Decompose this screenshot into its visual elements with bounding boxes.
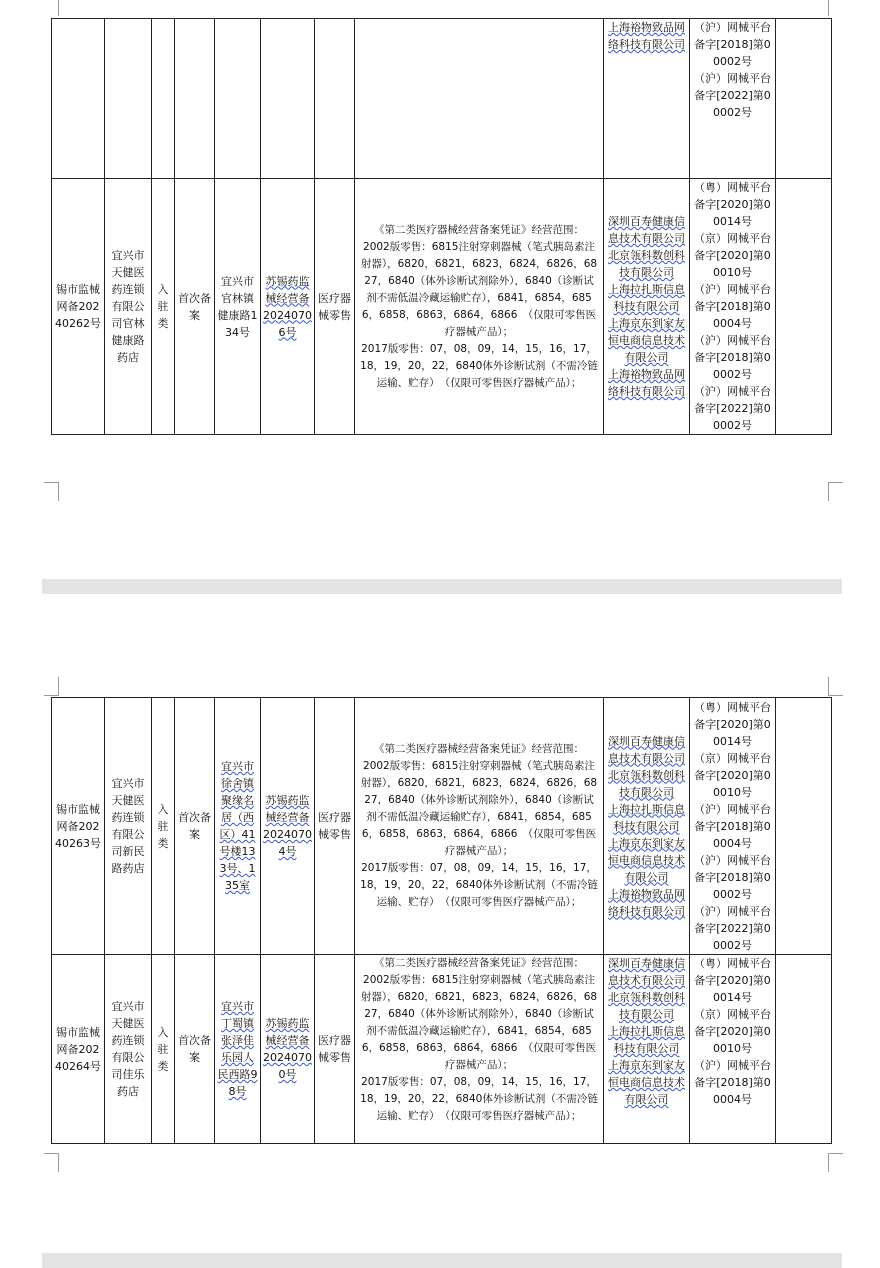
- scope-intro: 《第二类医疗器械经营备案凭证》经营范围：: [374, 743, 584, 755]
- address-cell: [215, 698, 261, 955]
- platform-company-cell: [604, 698, 690, 955]
- page-separator: [42, 1253, 842, 1268]
- platform-company: 北京瓴科数创科技有限公司: [608, 768, 685, 799]
- company-cell: [105, 179, 152, 435]
- filing-no: 锡市监械网备20240264号: [55, 1025, 101, 1073]
- address: 宜兴市官林镇健康路134号: [217, 274, 258, 339]
- filing-no: 锡市监械网备20240263号: [55, 802, 101, 850]
- platform-filing: （沪）网械平台备字[2018]第00004号: [694, 1059, 771, 1106]
- platform-company: 深圳百寿健康信息技术有限公司: [608, 957, 685, 987]
- business-cell: [315, 698, 355, 955]
- license-cell: [261, 698, 315, 955]
- platform-filing: （沪）网械平台备字[2018]第00004号: [694, 802, 771, 850]
- scope-cell: [355, 19, 604, 179]
- type-cell: [152, 179, 175, 435]
- license-no: 苏锡药监械经营备20240700号: [263, 1017, 312, 1081]
- business-type: 医疗器械零售: [318, 811, 351, 841]
- table-row: [52, 179, 832, 435]
- platform-filing: （沪）网械平台备字[2018]第00002号: [694, 853, 771, 901]
- scope-2002: 2002版零售：6815注射穿刺器械（笔式胰岛素注射器），6820，6821，6823，6824，6826，6827，6840（体外诊断试剂除外），6840（诊断试剂不需低温冷藏运输贮存），6841，6854，6856，6858，6863，6864，6866 （仅限可零售医疗器械产品）；: [360, 974, 598, 1071]
- platform-company: 上海裕物致品网络科技有限公司: [608, 368, 685, 398]
- company-name: 宜兴市天健医药连锁有限公司官林健康路药店: [111, 249, 145, 364]
- address: 宜兴市丁蜀镇张泽佳乐园人民西路98号: [217, 1000, 258, 1098]
- page-corner-mark: [828, 677, 843, 696]
- platform-company-cell: [604, 955, 690, 1144]
- platform-company-cell: [604, 179, 690, 435]
- page-corner-mark: [44, 677, 59, 696]
- platform-company-cell: [604, 19, 690, 179]
- table-row: [52, 955, 832, 1144]
- category-cell: [175, 179, 215, 435]
- scope-2017: 2017版零售：07，08，09，14，15，16，17，18，19，20，22，6840体外诊断试剂（不需冷链运输、贮存） （仅限可零售医疗器械产品）；: [360, 862, 598, 908]
- platform-company: 上海拉扎斯信息科技有限公司: [608, 283, 685, 313]
- platform-company: 北京瓴科数创科技有限公司: [608, 249, 685, 279]
- platform-filing-cell: [690, 698, 776, 955]
- page-corner-mark: [828, 1153, 843, 1172]
- page-corner-mark: [44, 482, 59, 501]
- license-no: 苏锡药监械经营备20240706号: [263, 274, 312, 339]
- scope-2002: 2002版零售：6815注射穿刺器械（笔式胰岛素注射器），6820，6821，6823，6824，6826，6827，6840（体外诊断试剂除外），6840（诊断试剂不需低温冷藏运输贮存），6841，6854，6856，6858，6863，6864，6866 （仅限可零售医疗器械产品）；: [360, 240, 598, 338]
- platform-filing-cell: [690, 179, 776, 435]
- business-cell: [315, 179, 355, 435]
- business-type: 医疗器械零售: [318, 1034, 351, 1064]
- platform-company: 上海拉扎斯信息科技有限公司: [608, 802, 685, 833]
- platform-filing: （沪）网械平台备字[2018]第00002号: [694, 21, 771, 68]
- platform-company: 上海裕物致品网络科技有限公司: [608, 21, 685, 51]
- scope-cell: [355, 955, 604, 1144]
- filing-no-cell: [52, 179, 105, 435]
- page-corner-mark: [44, 0, 59, 16]
- filing-category: 首次备案: [178, 291, 211, 322]
- platform-company: 上海裕物致品网络科技有限公司: [608, 887, 685, 918]
- company-cell: [105, 698, 152, 955]
- platform-company: 上海京东到家友恒电商信息技术有限公司: [608, 836, 685, 884]
- platform-filing-cell: [690, 19, 776, 179]
- platform-filing-cell: [690, 955, 776, 1144]
- license-cell: [261, 19, 315, 179]
- business-type: 医疗器械零售: [318, 291, 351, 322]
- scope-2002: 2002版零售：6815注射穿刺器械（笔式胰岛素注射器），6820，6821，6823，6824，6826，6827，6840（体外诊断试剂除外），6840（诊断试剂不需低温冷藏运输贮存），6841，6854，6856，6858，6863，6864，6866 （仅限可零售医疗器械产品）；: [360, 760, 598, 857]
- page-corner-mark: [44, 1153, 59, 1172]
- table-row: [52, 698, 832, 955]
- category-cell: [175, 19, 215, 179]
- filing-no: 锡市监械网备20240262号: [55, 283, 101, 330]
- company-name: 宜兴市天健医药连锁有限公司佳乐药店: [111, 1000, 145, 1098]
- category-cell: [175, 955, 215, 1144]
- remark-cell: [776, 19, 832, 179]
- filing-no-cell: [52, 698, 105, 955]
- platform-company: 上海京东到家友恒电商信息技术有限公司: [608, 317, 685, 364]
- scope-intro: 《第二类医疗器械经营备案凭证》经营范围：: [374, 957, 584, 969]
- address: 宜兴市徐舍镇聚缘名居（西区）41号楼133号、135室: [219, 760, 256, 892]
- scope-2017: 2017版零售：07，08，09，14，15，16，17，18，19，20，22，6840体外诊断试剂（不需冷链运输、贮存） （仅限可零售医疗器械产品）；: [360, 342, 598, 389]
- filing-type: 入驻类: [157, 802, 169, 850]
- filing-table-page-2: [51, 697, 832, 1144]
- filing-table-page-1: [51, 18, 832, 435]
- business-cell: [315, 955, 355, 1144]
- company-cell: [105, 19, 152, 179]
- address-cell: [215, 19, 261, 179]
- document-page-1: [0, 0, 880, 578]
- platform-filing: （沪）网械平台备字[2022]第00002号: [694, 72, 771, 119]
- license-no: 苏锡药监械经营备20240704号: [263, 794, 312, 858]
- scope-2017: 2017版零售：07，08，09，14，15，16，17，18，19，20，22，6840体外诊断试剂（不需冷链运输、贮存） （仅限可零售医疗器械产品）；: [360, 1076, 598, 1122]
- remark-cell: [776, 179, 832, 435]
- platform-filing: （京）网械平台备字[2020]第00010号: [694, 1008, 771, 1055]
- scope-cell: [355, 179, 604, 435]
- filing-category: 首次备案: [178, 811, 211, 841]
- table-row: [52, 19, 832, 179]
- page-separator: [42, 579, 842, 594]
- filing-type: 入驻类: [157, 1025, 169, 1073]
- platform-filing: （沪）网械平台备字[2018]第00002号: [694, 334, 771, 381]
- scope-intro: 《第二类医疗器械经营备案凭证》经营范围：: [374, 223, 584, 236]
- company-name: 宜兴市天健医药连锁有限公司新民路药店: [111, 777, 145, 875]
- platform-filing: （粤）网械平台备字[2020]第00014号: [694, 700, 771, 748]
- type-cell: [152, 955, 175, 1144]
- scope-cell: [355, 698, 604, 955]
- platform-filing: （沪）网械平台备字[2018]第00004号: [694, 283, 771, 330]
- platform-filing: （沪）网械平台备字[2022]第00002号: [694, 904, 771, 952]
- address-cell: [215, 955, 261, 1144]
- platform-company: 北京瓴科数创科技有限公司: [608, 991, 685, 1021]
- license-cell: [261, 179, 315, 435]
- platform-filing: （京）网械平台备字[2020]第00010号: [694, 751, 771, 799]
- platform-filing: （粤）网械平台备字[2020]第00014号: [694, 181, 771, 228]
- document-page-2: [0, 595, 880, 1252]
- filing-category: 首次备案: [178, 1034, 211, 1064]
- address-cell: [215, 179, 261, 435]
- remark-cell: [776, 698, 832, 955]
- business-cell: [315, 19, 355, 179]
- page-corner-mark: [828, 0, 843, 16]
- filing-no-cell: [52, 955, 105, 1144]
- filing-type: 入驻类: [157, 283, 169, 330]
- type-cell: [152, 698, 175, 955]
- platform-company: 深圳百寿健康信息技术有限公司: [608, 215, 685, 245]
- platform-filing: （沪）网械平台备字[2022]第00002号: [694, 385, 771, 432]
- platform-filing: （京）网械平台备字[2020]第00010号: [694, 232, 771, 279]
- company-cell: [105, 955, 152, 1144]
- platform-company: 上海拉扎斯信息科技有限公司: [608, 1025, 685, 1055]
- remark-cell: [776, 955, 832, 1144]
- page-corner-mark: [828, 482, 843, 501]
- type-cell: [152, 19, 175, 179]
- platform-company: 深圳百寿健康信息技术有限公司: [608, 734, 685, 765]
- category-cell: [175, 698, 215, 955]
- filing-no-cell: [52, 19, 105, 179]
- license-cell: [261, 955, 315, 1144]
- platform-company: 上海京东到家友恒电商信息技术有限公司: [608, 1059, 685, 1106]
- platform-filing: （粤）网械平台备字[2020]第00014号: [694, 957, 771, 1004]
